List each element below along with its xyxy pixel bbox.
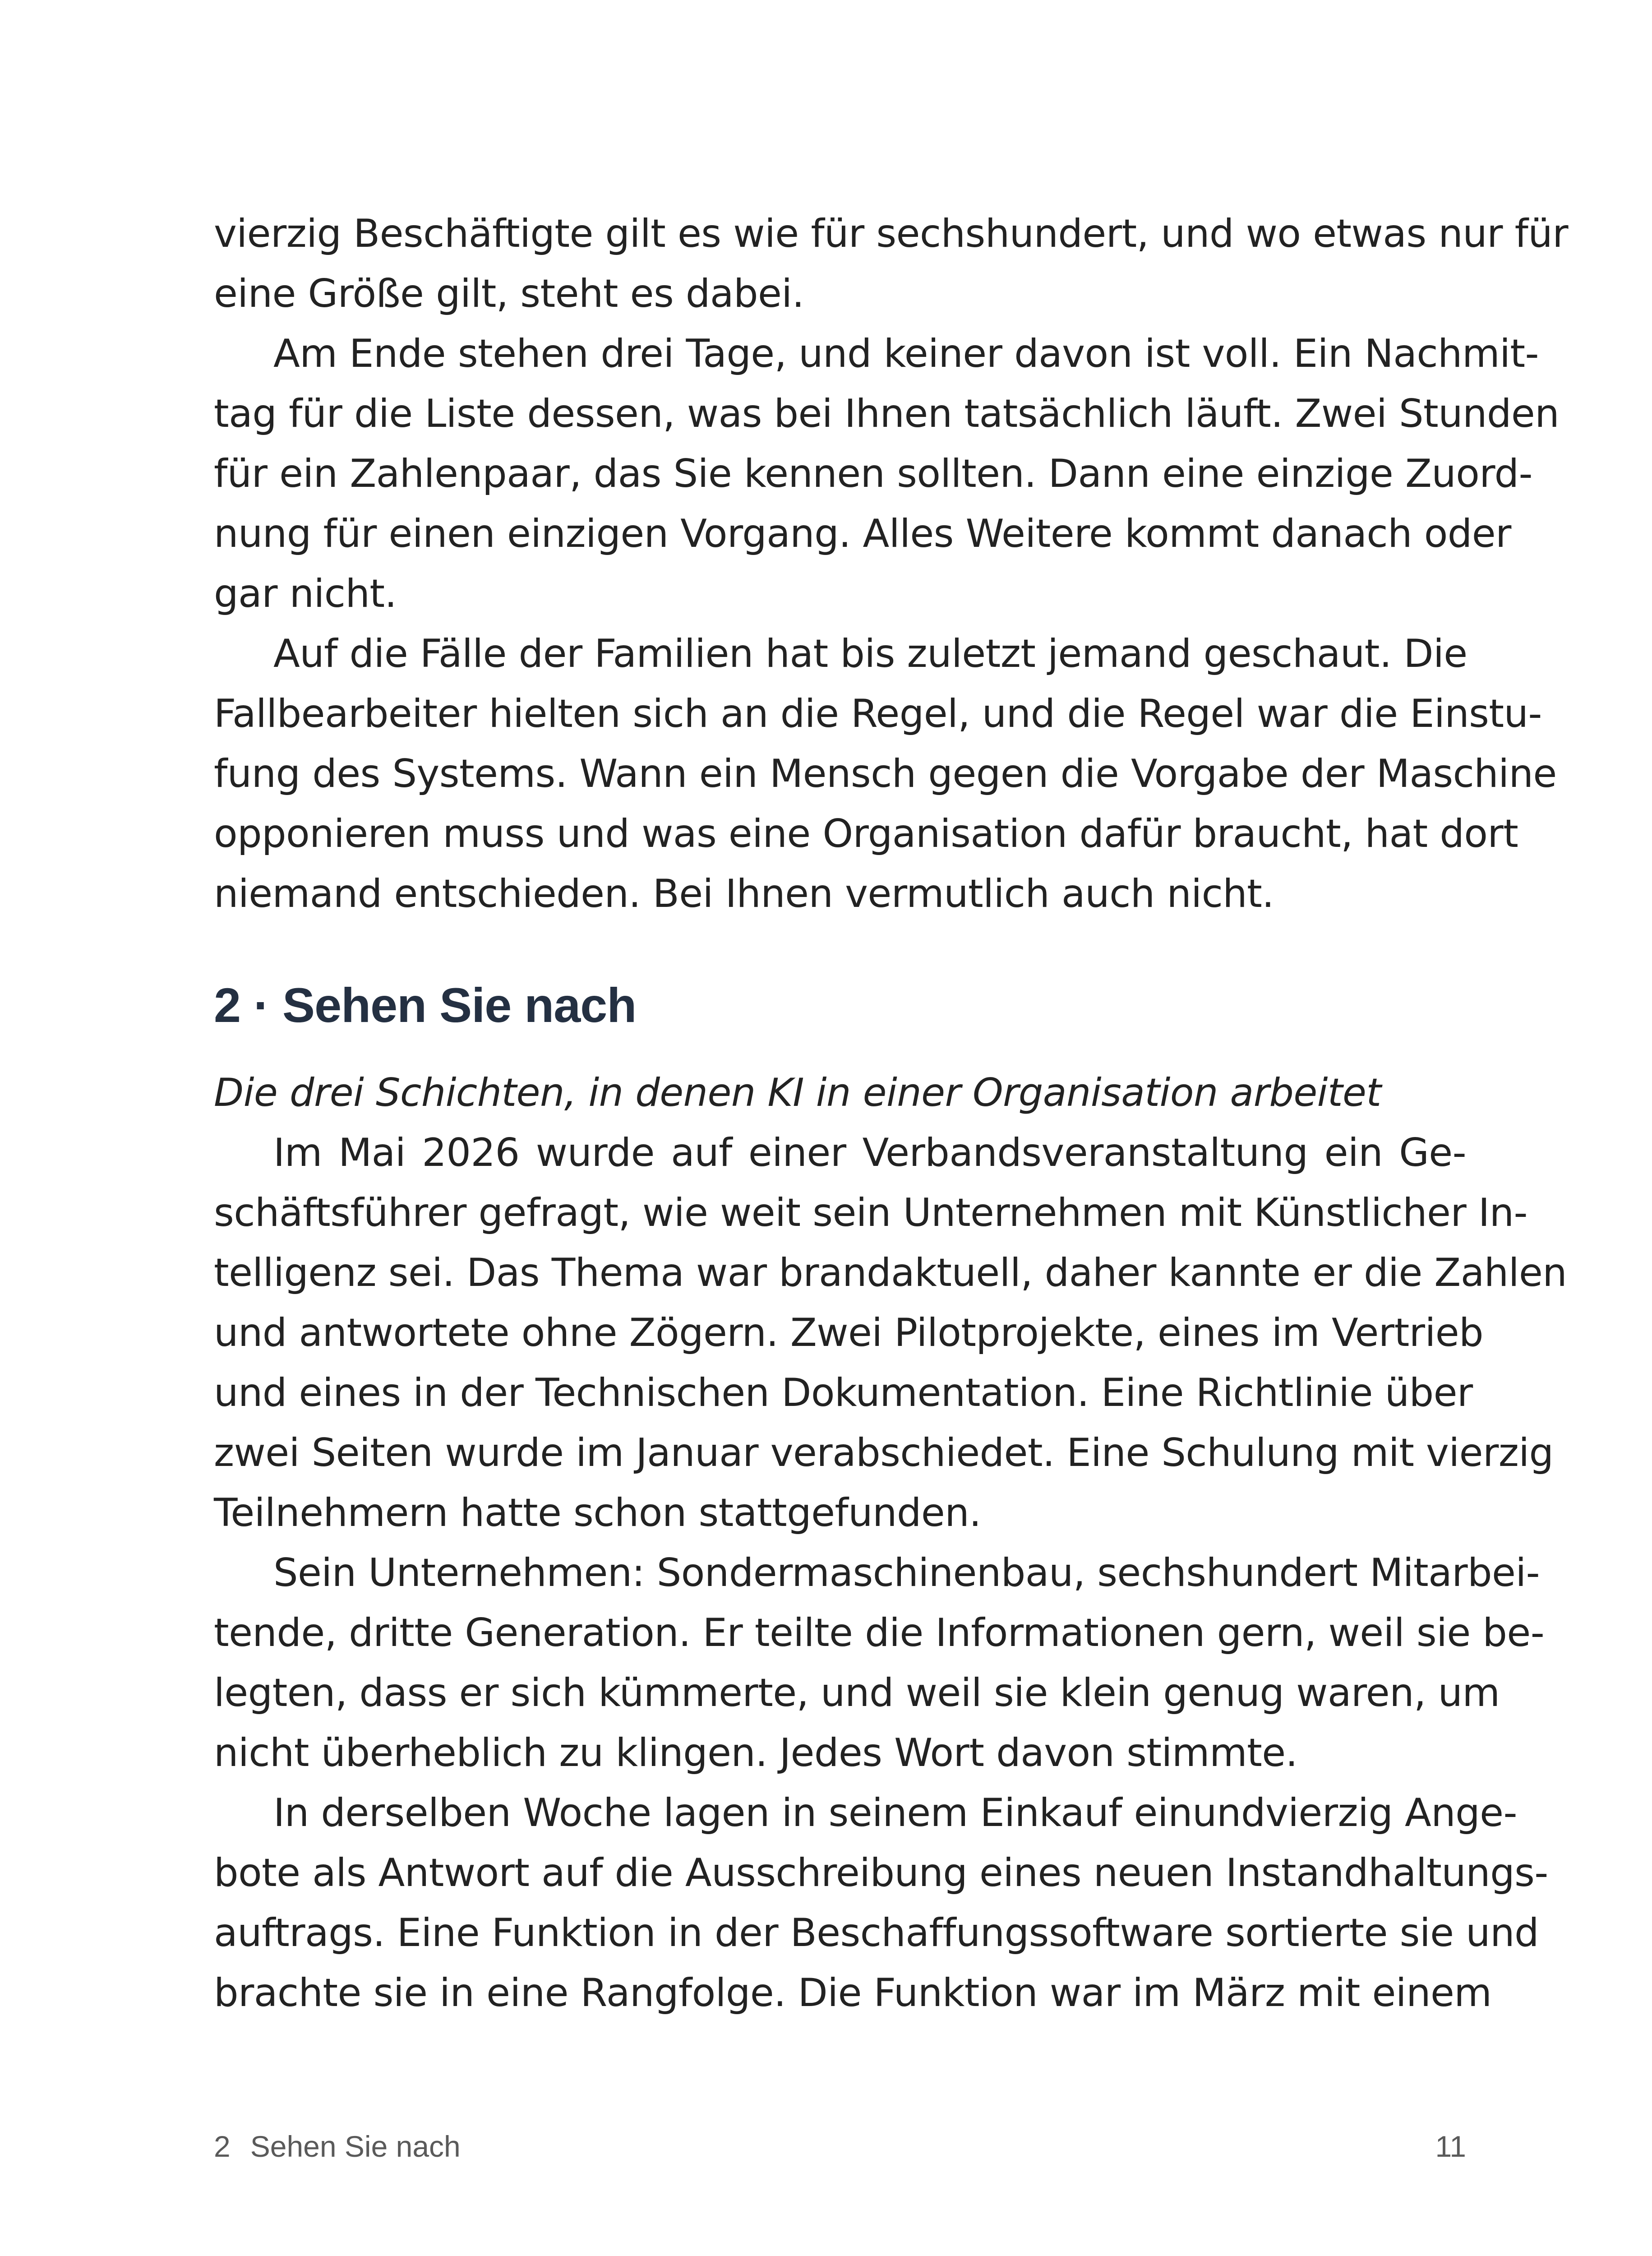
text-line: auftrags. Eine Funktion in der Beschaffungssoftware sortierte sie und: [214, 1910, 1539, 1956]
text-line: Sein Unternehmen: Sondermaschinenbau, sechshundert Mitarbei-: [273, 1550, 1540, 1595]
text-line: In derselben Woche lagen in seinem Einkauf einundvierzig Ange-: [273, 1790, 1517, 1835]
text-line: gar nicht.: [214, 571, 397, 616]
text-line: legten, dass er sich kümmerte, und weil sie klein genug waren, um: [214, 1670, 1500, 1715]
footer-chapter-number: 2: [214, 2130, 231, 2163]
text-line: schäftsführer gefragt, wie weit sein Unternehmen mit Künstlicher In-: [214, 1190, 1527, 1235]
text-line: nicht überheblich zu klingen. Jedes Wort davon stimmte.: [214, 1730, 1298, 1775]
text-line: und eines in der Technischen Dokumentation. Eine Richtlinie über: [214, 1370, 1473, 1415]
text-line: zwei Seiten wurde im Januar verabschiedet. Eine Schulung mit vierzig: [214, 1430, 1554, 1475]
text-line: nung für einen einzigen Vorgang. Alles Weitere kommt danach oder: [214, 511, 1511, 556]
section-heading: 2 · Sehen Sie nach: [214, 978, 637, 1032]
running-footer: [214, 2126, 461, 2167]
text-line: opponieren muss und was eine Organisation dafür braucht, hat dort: [214, 811, 1518, 856]
text-line: Teilnehmern hatte schon stattgefunden.: [214, 1490, 981, 1535]
text-line: Auf die Fälle der Familien hat bis zuletzt jemand geschaut. Die: [273, 631, 1467, 676]
text-line: niemand entschieden. Bei Ihnen vermutlich auch nicht.: [214, 871, 1274, 916]
text-line: Im Mai 2026 wurde auf einer Verbandsveranstaltung ein Ge-: [273, 1130, 1466, 1175]
text-line: vierzig Beschäftigte gilt es wie für sechshundert, und wo etwas nur für: [214, 211, 1568, 256]
text-line: Am Ende stehen drei Tage, und keiner davon ist voll. Ein Nachmit-: [273, 331, 1539, 376]
footer-chapter-title: Sehen Sie nach: [250, 2130, 461, 2163]
text-line: brachte sie in eine Rangfolge. Die Funktion war im März mit einem: [214, 1970, 1492, 2016]
text-line: und antwortete ohne Zögern. Zwei Pilotprojekte, eines im Vertrieb: [214, 1310, 1484, 1355]
text-line: Fallbearbeiter hielten sich an die Regel, und die Regel war die Einstu-: [214, 691, 1542, 736]
text-line: tag für die Liste dessen, was bei Ihnen tatsächlich läuft. Zwei Stunden: [214, 391, 1560, 436]
text-line: bote als Antwort auf die Ausschreibung eines neuen Instandhaltungs-: [214, 1850, 1548, 1895]
text-line: eine Größe gilt, steht es dabei.: [214, 271, 804, 316]
text-line: fung des Systems. Wann ein Mensch gegen die Vorgabe der Maschine: [214, 751, 1557, 796]
subtitle-line: Die drei Schichten, in denen KI in einer Organisation arbeitet: [214, 1070, 1381, 1115]
text-line: telligenz sei. Das Thema war brandaktuell, daher kannte er die Zahlen: [214, 1250, 1567, 1295]
text-line: tende, dritte Generation. Er teilte die Informationen gern, weil sie be-: [214, 1610, 1545, 1655]
page-number: 11: [1435, 2130, 1466, 2163]
text-line: für ein Zahlenpaar, das Sie kennen sollten. Dann eine einzige Zuord-: [214, 451, 1532, 496]
